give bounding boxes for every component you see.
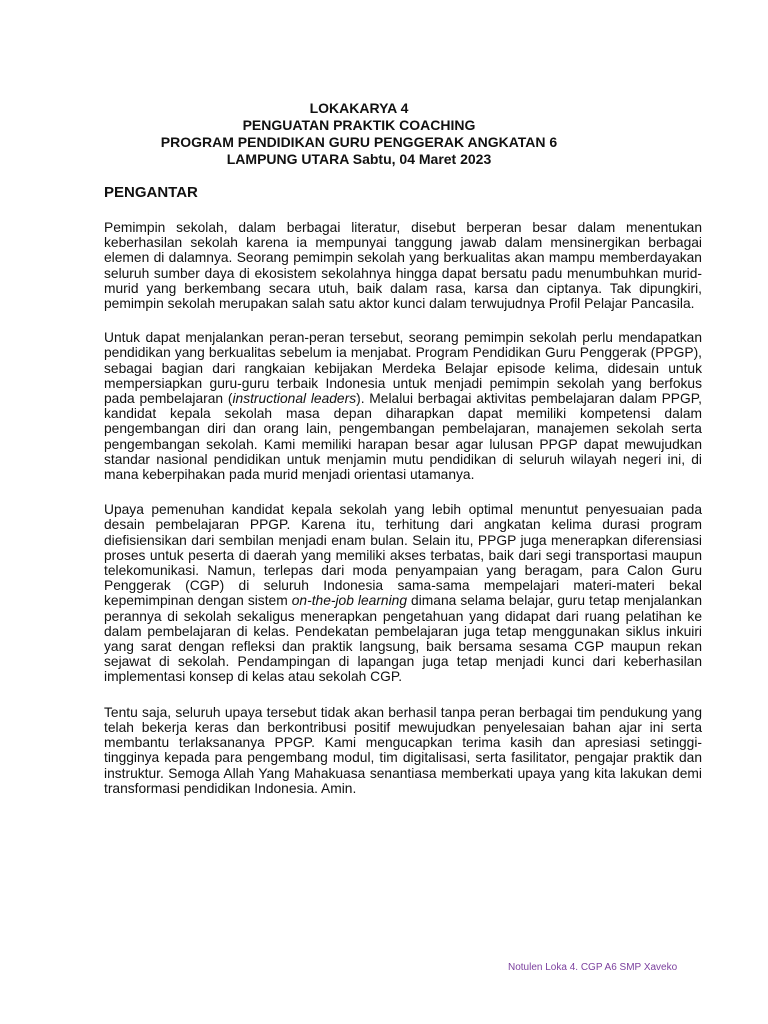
document-body — [104, 220, 702, 812]
header-line-4: LAMPUNG UTARA Sabtu, 04 Maret 2023 — [226, 151, 492, 167]
header-line-3: PROGRAM PENDIDIKAN GURU PENGGERAK ANGKATAN 6 — [160, 134, 558, 150]
paragraph-2-italic: instructional leaders — [232, 391, 357, 407]
paragraph-3-part-a: Upaya pemenuhan kandidat kepala sekolah yang lebih optimal menuntut penyesuaian pada desain pembelajaran PPGP. Karena itu, terhitung dari angkatan kelima durasi program diefisiensikan dari sembilan menjadi enam bulan. Selain itu, PPGP juga menerapkan diferensiasi proses untuk peserta di daerah yang memiliki akses terbatas, baik dari segi transportasi maupun telekomunikasi. Namun, terlepas dari moda penyampaian yang beragam, para Calon Guru Penggerak (CGP) di seluruh Indonesia sama-sama mempelajari materi-materi bekal kepemimpinan dengan sistem — [104, 502, 702, 609]
footer-note: Notulen Loka 4. CGP A6 SMP Xaveko — [508, 962, 678, 973]
section-title: PENGANTAR — [104, 184, 198, 201]
paragraph-3-italic: on-the-job learning — [291, 593, 408, 609]
paragraph-2-part-b: ). Melalui berbagai aktivitas pembelajaran dalam PPGP, kandidat kepala sekolah masa depan diharapkan dapat memiliki kompetensi dalam pengembangan diri dan orang lain, pengembangan pembelajaran, manajemen sekolah serta pengembangan sekolah. Kami memiliki harapan besar agar lulusan PPGP dapat mewujudkan standar nasional pendidikan untuk menjamin mutu pendidikan di seluruh wilayah negeri ini, di mana keberpihakan pada murid menjadi orientasi utamanya. — [104, 391, 703, 483]
paragraph-2-part-a: Untuk dapat menjalankan peran-peran tersebut, seorang pemimpin sekolah perlu mendapatkan pendidikan yang berkualitas sebelum ia menjabat. Program Pendidikan Guru Penggerak (PPGP), sebagai bagian dari rangkaian kebijakan Merdeka Belajar episode kelima, didesain untuk mempersiapkan guru-guru terbaik Indonesia untuk menjadi pemimpin sekolah yang berfokus pada pembelajaran ( — [104, 330, 702, 407]
header-line-1: LOKAKARYA 4 — [309, 100, 409, 116]
paragraph-1: Pemimpin sekolah, dalam berbagai literatur, disebut berperan besar dalam menentukan keberhasilan sekolah karena ia mempunyai tanggung jawab dalam mensinergikan berbagai elemen di dalamnya. Seorang pemimpin sekolah yang berkualitas akan mampu memberdayakan seluruh sumber daya di ekosistem sekolahnya hingga dapat bersatu padu menumbuhkan murid-murid yang berkembang secara utuh, baik dalam rasa, karsa dan ciptanya. Tak dipungkiri, pemimpin sekolah merupakan salah satu aktor kunci dalam terwujudnya Profil Pelajar Pancasila. — [104, 220, 702, 312]
paragraph-2 — [104, 330, 702, 482]
header-line-2: PENGUATAN PRAKTIK COACHING — [242, 117, 476, 133]
paragraph-4: Tentu saja, seluruh upaya tersebut tidak akan berhasil tanpa peran berbagai tim pendukung yang telah bekerja keras dan berkontribusi positif mewujudkan penyelesaian bahan ajar ini serta membantu terlaksananya PPGP. Kami mengucapkan terima kasih dan apresiasi setinggi-tingginya kepada para pengembang modul, tim digitalisasi, serta fasilitator, pengajar praktik dan instruktur. Semoga Allah Yang Mahakuasa senantiasa memberkati upaya yang kita lakukan demi transformasi pendidikan Indonesia. Amin. — [104, 704, 702, 796]
paragraph-3-part-b: dimana selama belajar, guru tetap menjalankan perannya di sekolah sekaligus menerapkan pengetahuan yang didapat dari ruang pelatihan ke dalam pembelajaran di kelas. Pendekatan pembelajaran juga tetap menggunakan siklus inkuiri yang sarat dengan refleksi dan praktik langsung, baik bersama sesama CGP maupun rekan sejawat di sekolah. Pendampingan di lapangan juga tetap menjadi kunci dari keberhasilan implementasi konsep di kelas atau sekolah CGP. — [104, 593, 702, 685]
document-header — [0, 100, 718, 168]
paragraph-3 — [104, 502, 702, 684]
